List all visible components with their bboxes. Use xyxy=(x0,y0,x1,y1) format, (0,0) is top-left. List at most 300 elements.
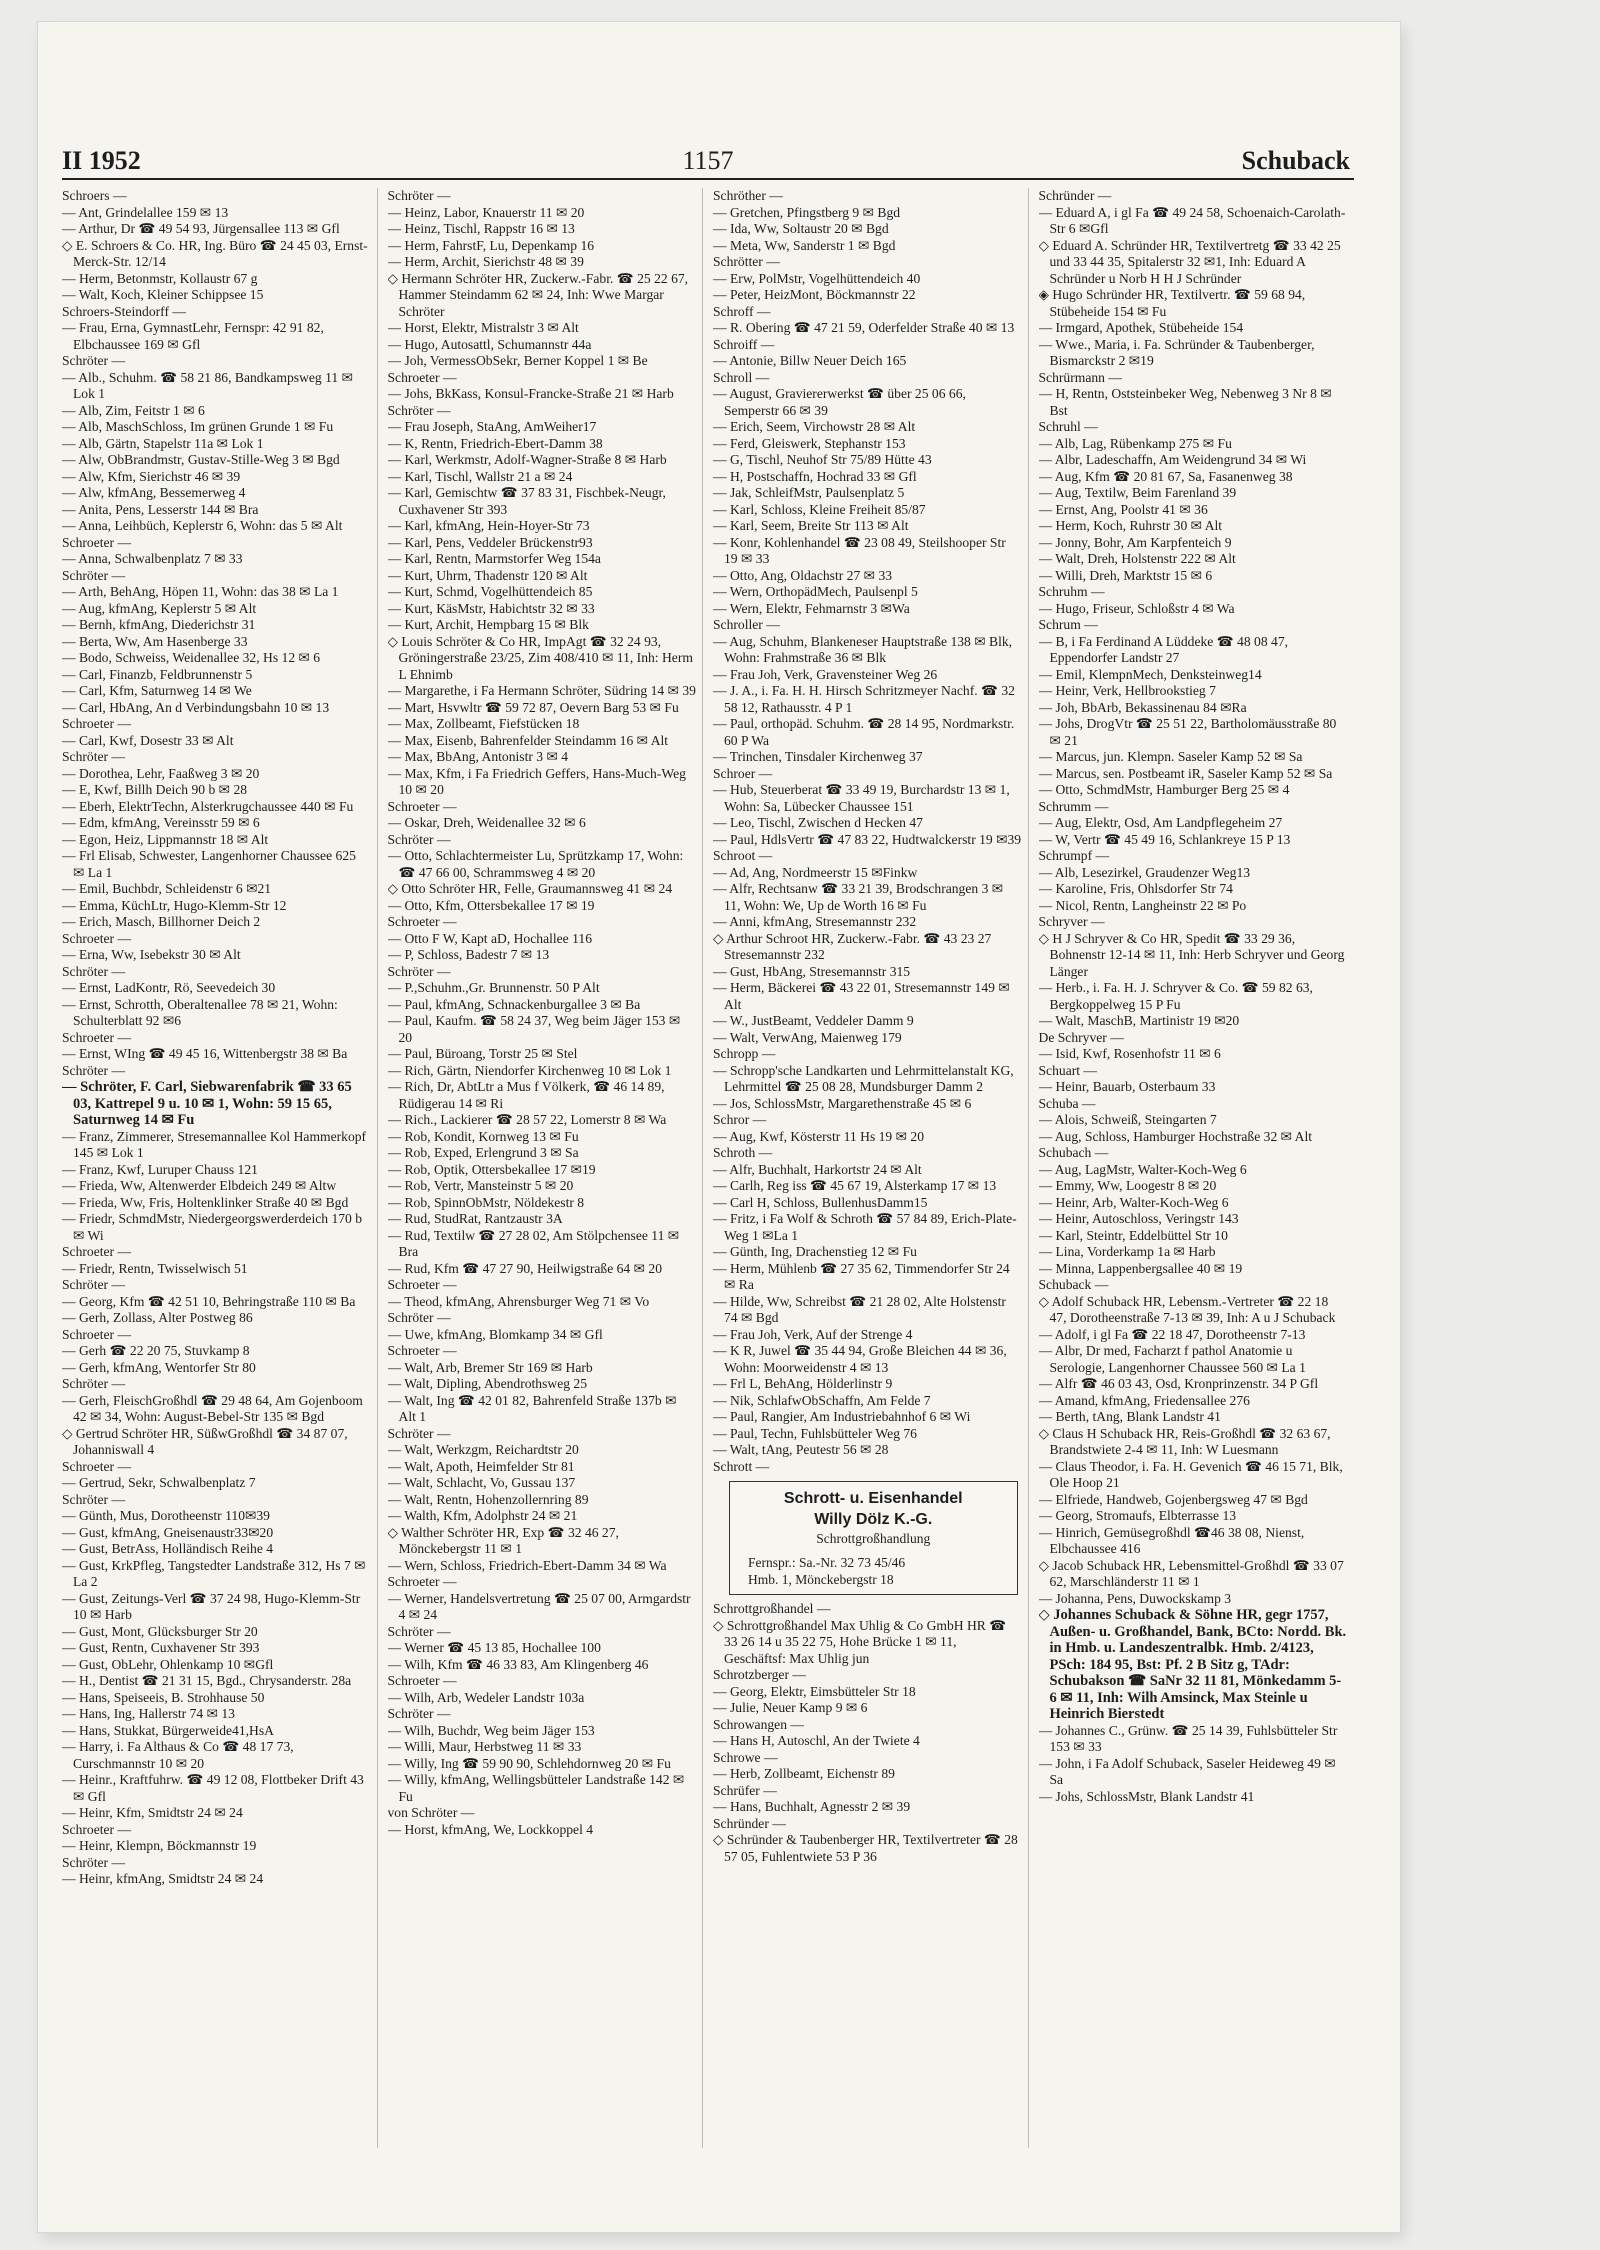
directory-entry: — Walt, Dreh, Holstenstr 222 ✉ Alt xyxy=(1038,551,1236,566)
ad-line-4: Fernspr.: Sa.-Nr. 32 73 45/46 xyxy=(748,1555,906,1570)
directory-entry: ◇ Otto Schröter HR, Felle, Graumannsweg 41 ✉ 24 xyxy=(387,881,673,896)
directory-entry: — Gerh ☎ 22 20 75, Stuvkamp 8 xyxy=(62,1343,250,1358)
directory-entry: — Eduard A, i gl Fa ☎ 49 24 58, Schoenaich-Carolath-Str 6 ✉Gfl xyxy=(1038,204,1346,236)
directory-entry: — Carl, HbAng, An d Verbindungsbahn 10 ✉ 13 xyxy=(62,699,330,715)
directory-entry: Schroeter — xyxy=(62,1029,132,1045)
directory-entry: — Antonie, Billw Neuer Deich 165 xyxy=(713,353,907,368)
directory-entry: — Gust, kfmAng, Gneisenaustr33✉20 xyxy=(62,1524,274,1540)
directory-entry: — E, Kwf, Billh Deich 90 b ✉ 28 xyxy=(62,782,248,797)
directory-entry: — Rob, Optik, Ottersbekallee 17 ✉19 xyxy=(387,1161,596,1177)
directory-entry: — R. Obering ☎ 47 21 59, Oderfelder Straße 40 ✉ 13 xyxy=(713,320,1015,335)
directory-entry: — Frau Joh, Verk, Gravensteiner Weg 26 xyxy=(713,666,938,682)
directory-entry: — Alois, Schweiß, Steingarten 7 xyxy=(1038,1112,1217,1127)
directory-entry: — H, Postschaffn, Hochrad 33 ✉ Gfl xyxy=(713,468,917,484)
directory-entry: — Paul, kfmAng, Schnackenburgallee 3 ✉ Ba xyxy=(387,996,641,1012)
directory-entry: — Alb, MaschSchloss, Im grünen Grunde 1 ✉ Fu xyxy=(62,419,334,434)
directory-entry: — Herm, Betonmstr, Kollaustr 67 g xyxy=(62,270,258,286)
directory-entry: Schruhl — xyxy=(1038,419,1098,434)
directory-entry: — Alfr ☎ 46 03 43, Osd, Kronprinzenstr. 34 P Gfl xyxy=(1038,1376,1319,1391)
directory-entry: Schröter — xyxy=(387,1425,451,1441)
directory-entry: — Joh, VermessObSekr, Berner Koppel 1 ✉ Be xyxy=(387,353,648,368)
directory-entry: — Julie, Neuer Kamp 9 ✉ 6 xyxy=(713,1700,868,1715)
directory-entry: — Rob, Vertr, Mansteinstr 5 ✉ 20 xyxy=(387,1178,574,1193)
directory-entry: — Carl H, Schloss, BullenhusDamm15 xyxy=(713,1194,928,1210)
directory-entry: — Rich., Lackierer ☎ 28 57 22, Lomerstr 8 ✉ Wa xyxy=(387,1112,667,1127)
directory-entry: — Willi, Maur, Herbstweg 11 ✉ 33 xyxy=(387,1739,582,1754)
directory-entry: — Bernh, kfmAng, Diederichstr 31 xyxy=(62,617,256,632)
directory-entry: — Albr, Dr med, Facharzt f pathol Anatomie u Serologie, Langenhorner Chaussee 560 ✉ La 1 xyxy=(1038,1343,1306,1375)
directory-entry: — Eberh, ElektrTechn, Alsterkrugchaussee 440 ✉ Fu xyxy=(62,798,354,814)
directory-entry: Schröter — xyxy=(62,567,126,583)
directory-entry: Schröter — xyxy=(62,353,126,368)
directory-entry: Schrum — xyxy=(1038,617,1098,632)
directory-entry: — Carl, Kwf, Dosestr 33 ✉ Alt xyxy=(62,732,234,748)
page-header xyxy=(62,126,1354,180)
directory-entry: — Johs, BkKass, Konsul-Francke-Straße 21 ✉ Harb xyxy=(387,386,674,401)
directory-entry: — Gust, KrkPfleg, Tangstedter Landstraße 312, Hs 7 ✉ La 2 xyxy=(62,1557,366,1589)
directory-entry: Schroller — xyxy=(713,617,780,632)
directory-entry: Schroeter — xyxy=(387,369,457,385)
page-number: 1157 xyxy=(682,146,734,175)
directory-entry: — Jonny, Bohr, Am Karpfenteich 9 xyxy=(1038,534,1232,550)
directory-entry: Schroer — xyxy=(713,765,773,781)
directory-entry: — Erich, Seem, Virchowstr 28 ✉ Alt xyxy=(713,419,916,434)
directory-entry: — Joh, BbArb, Bekassinenau 84 ✉Ra xyxy=(1038,699,1247,715)
directory-entry: Schuart — xyxy=(1038,1062,1098,1078)
directory-entry: — Alb, Lag, Rübenkamp 275 ✉ Fu xyxy=(1038,435,1232,451)
directory-entry: — Aug, LagMstr, Walter-Koch-Weg 6 xyxy=(1038,1161,1247,1177)
directory-entry: — Willi, Dreh, Marktstr 15 ✉ 6 xyxy=(1038,567,1213,583)
directory-entry: Schröter — xyxy=(387,831,451,847)
directory-entry: — Karoline, Fris, Ohlsdorfer Str 74 xyxy=(1038,881,1233,896)
directory-entry: Schroers — xyxy=(62,188,127,203)
directory-entry: — Ernst, Ang, Poolstr 41 ✉ 36 xyxy=(1038,501,1208,517)
directory-entry: — Leo, Tischl, Zwischen d Hecken 47 xyxy=(713,815,923,830)
directory-entry: — Aug, Schloss, Hamburger Hochstraße 32 ✉ Alt xyxy=(1038,1128,1313,1144)
directory-entry: — Heinr, Verk, Hellbrookstieg 7 xyxy=(1038,683,1216,698)
directory-entry: — Gerh, kfmAng, Wentorfer Str 80 xyxy=(62,1359,256,1375)
directory-entry: Schründer — xyxy=(713,1815,786,1831)
directory-entry: Schröter — xyxy=(387,188,451,203)
directory-entry: — Walt, Arb, Bremer Str 169 ✉ Harb xyxy=(387,1359,593,1375)
directory-entry: — Anni, kfmAng, Stresemannstr 232 xyxy=(713,914,917,929)
directory-entry: — Paul, orthopäd. Schuhm. ☎ 28 14 95, Nordmarkstr. 60 P Wa xyxy=(713,716,1015,748)
directory-entry: — Aug, kfmAng, Keplerstr 5 ✉ Alt xyxy=(62,600,257,616)
directory-entry: Schrotzberger — xyxy=(713,1667,806,1682)
directory-entry: — Arth, BehAng, Höpen 11, Wohn: das 38 ✉ La 1 xyxy=(62,584,339,599)
directory-entry: — Heinr, Autoschloss, Veringstr 143 xyxy=(1038,1211,1239,1226)
directory-entry: — Werner, Handelsvertretung ☎ 25 07 00, Armgardstr 4 ✉ 24 xyxy=(387,1590,691,1622)
directory-entry: — Walt, tAng, Peutestr 56 ✉ 28 xyxy=(713,1442,889,1457)
directory-entry: — Konr, Kohlenhandel ☎ 23 08 49, Steilshooper Str 19 ✉ 33 xyxy=(713,534,1006,566)
column-4 xyxy=(1039,188,1355,2148)
directory-entry: ◇ Walther Schröter HR, Exp ☎ 32 46 27, Mönckebergstr 11 ✉ 1 xyxy=(387,1524,619,1556)
directory-columns xyxy=(62,188,1354,2148)
directory-entry: Schroeter — xyxy=(62,930,132,946)
directory-entry: — Franz, Kwf, Luruper Chauss 121 xyxy=(62,1161,258,1177)
directory-entry: — Herb., i. Fa. H. J. Schryver & Co. ☎ 59 82 63, Bergkoppelweg 15 P Fu xyxy=(1038,980,1313,1012)
directory-entry: — Friedr, SchmdMstr, Niedergeorgswerderdeich 170 b ✉ Wi xyxy=(62,1211,363,1243)
directory-entry: — Schropp'sche Landkarten und Lehrmittelanstalt KG, Lehrmittel ☎ 25 08 28, Mundsburger Damm 2 xyxy=(713,1062,1014,1094)
directory-entry: Schroeter — xyxy=(387,914,457,929)
directory-entry: — H., Dentist ☎ 21 31 15, Bgd., Chrysanderstr. 28a xyxy=(62,1673,352,1688)
directory-entry: — Adolf, i gl Fa ☎ 22 18 47, Dorotheenstr 7-13 xyxy=(1038,1326,1306,1342)
column-3-lower xyxy=(713,1601,1022,1865)
directory-entry: — Margarethe, i Fa Hermann Schröter, Südring 14 ✉ 39 xyxy=(387,683,696,698)
directory-entry: Schroff — xyxy=(713,303,771,319)
section-year: II 1952 xyxy=(62,146,141,175)
directory-entry: Schroeter — xyxy=(62,1244,132,1259)
directory-entry: — Lina, Vorderkamp 1a ✉ Harb xyxy=(1038,1244,1216,1259)
directory-entry: — Gust, Rentn, Cuxhavener Str 393 xyxy=(62,1640,260,1655)
directory-entry: — Herm, Koch, Ruhrstr 30 ✉ Alt xyxy=(1038,518,1223,533)
directory-entry: — Fritz, i Fa Wolf & Schroth ☎ 57 84 89, Erich-Plate-Weg 1 ✉La 1 xyxy=(713,1211,1017,1243)
directory-entry: Schrott — xyxy=(713,1458,770,1474)
directory-entry: — Gust, ObLehr, Ohlenkamp 10 ✉Gfl xyxy=(62,1656,274,1672)
directory-entry: ◇ E. Schroers & Co. HR, Ing. Büro ☎ 24 45 03, Ernst-Merck-Str. 12/14 xyxy=(62,237,368,269)
directory-entry: Schroll — xyxy=(713,369,770,385)
directory-entry: — Karl, Steintr, Eddelbüttel Str 10 xyxy=(1038,1227,1228,1243)
directory-entry: — Walt, VerwAng, Maienweg 179 xyxy=(713,1029,902,1045)
directory-entry: ◇ Adolf Schuback HR, Lebensm.-Vertreter ☎ 22 18 47, Dorotheenstraße 7-13 ✉ 39, Inh: A u J Schuback xyxy=(1038,1293,1336,1325)
directory-entry: — Friedr, Rentn, Twisselwisch 51 xyxy=(62,1260,248,1276)
directory-entry: — Gust, BetrAss, Holländisch Reihe 4 xyxy=(62,1541,274,1556)
directory-entry: — Herm, Bäckerei ☎ 43 22 01, Stresemannstr 149 ✉ Alt xyxy=(713,980,1010,1012)
directory-entry: — Ant, Grindelallee 159 ✉ 13 xyxy=(62,204,229,220)
directory-entry: — Frau Joseph, StaAng, AmWeiher17 xyxy=(387,419,597,434)
directory-entry: — Frau Joh, Verk, Auf der Strenge 4 xyxy=(713,1326,913,1342)
directory-entry: — Heinr., Kraftfuhrw. ☎ 49 12 08, Flottbeker Drift 43 ✉ Gfl xyxy=(62,1772,364,1804)
directory-entry: Schrottgroßhandel — xyxy=(713,1601,831,1616)
directory-entry: — Max, BbAng, Antonistr 3 ✉ 4 xyxy=(387,749,569,764)
directory-entry: — Alw, kfmAng, Bessemerweg 4 xyxy=(62,485,246,500)
directory-entry: Schror — xyxy=(713,1112,767,1127)
directory-entry: Schröter — xyxy=(387,402,451,418)
directory-entry: Schroth — xyxy=(713,1145,773,1160)
directory-entry: — K R, Juwel ☎ 35 44 94, Große Bleichen 44 ✉ 36, Wohn: Moorweidenstr 4 ✉ 13 xyxy=(713,1343,1007,1375)
directory-entry: De Schryver — xyxy=(1038,1029,1124,1045)
directory-entry: — Carl, Kfm, Saturnweg 14 ✉ We xyxy=(62,683,252,698)
directory-entry: — Anna, Schwalbenplatz 7 ✉ 33 xyxy=(62,551,243,566)
directory-entry: — Frl Elisab, Schwester, Langenhorner Chaussee 625 ✉ La 1 xyxy=(62,848,356,880)
directory-entry: — Kurt, Archit, Hempbarg 15 ✉ Blk xyxy=(387,617,589,632)
directory-entry: Schröter — xyxy=(62,1062,126,1078)
directory-entry: — Erich, Masch, Billhorner Deich 2 xyxy=(62,914,261,929)
directory-entry: Schröter — xyxy=(387,1310,451,1325)
directory-entry: — Edm, kfmAng, Vereinsstr 59 ✉ 6 xyxy=(62,815,260,830)
directory-entry: — Rob, SpinnObMstr, Nöldekestr 8 xyxy=(387,1194,585,1210)
directory-entry: — Karl, kfmAng, Hein-Hoyer-Str 73 xyxy=(387,518,590,533)
directory-entry: — Werner ☎ 45 13 85, Hochallee 100 xyxy=(387,1640,601,1655)
directory-entry: — Harry, i. Fa Althaus & Co ☎ 48 17 73, Curschmannstr 10 ✉ 20 xyxy=(62,1739,294,1771)
running-head-name: Schuback xyxy=(1241,146,1350,175)
directory-entry: — Hub, Steuerberat ☎ 33 49 19, Burchardstr 13 ✉ 1, Wohn: Sa, Lübecker Chaussee 151 xyxy=(713,782,1010,814)
directory-entry: — Karl, Pens, Veddeler Brückenstr93 xyxy=(387,534,593,550)
directory-entry: — H, Rentn, Oststeinbeker Weg, Nebenweg 3 Nr 8 ✉ Bst xyxy=(1038,386,1332,418)
directory-entry: — Frau, Erna, GymnastLehr, Fernspr: 42 91 82, Elbchaussee 169 ✉ Gfl xyxy=(62,320,324,352)
directory-entry: — Jos, SchlossMstr, Margarethenstraße 45 ✉ 6 xyxy=(713,1095,972,1111)
directory-entry: Schröter — xyxy=(62,963,126,979)
directory-entry: — Günth, Mus, Dorotheenstr 110✉39 xyxy=(62,1508,270,1523)
directory-entry: Schröter — xyxy=(62,1491,126,1507)
ad-line-1: Schrott- u. Eisenhandel xyxy=(783,1490,963,1507)
directory-entry: — Walt, Werkzgm, Reichardtstr 20 xyxy=(387,1442,579,1457)
ad-line-5: Hmb. 1, Mönckebergstr 18 xyxy=(748,1572,894,1587)
directory-entry: — Rob, Exped, Erlengrund 3 ✉ Sa xyxy=(387,1145,579,1160)
directory-entry: — Walt, Koch, Kleiner Schippsee 15 xyxy=(62,287,264,302)
directory-entry: Schroeter — xyxy=(387,1277,457,1292)
directory-entry: — Irmgard, Apothek, Stübeheide 154 xyxy=(1038,320,1244,335)
directory-entry: — Johannes C., Grünw. ☎ 25 14 39, Fuhlsbütteler Str 153 ✉ 33 xyxy=(1038,1722,1338,1754)
directory-entry: Schuba — xyxy=(1038,1095,1096,1111)
directory-entry: — Mart, Hsvwltr ☎ 59 72 87, Oevern Barg 53 ✉ Fu xyxy=(387,699,679,715)
directory-entry: Schrötter — xyxy=(713,254,780,269)
directory-entry: Schröter — xyxy=(62,749,126,764)
directory-entry: — Marcus, jun. Klempn. Saseler Kamp 52 ✉ Sa xyxy=(1038,749,1303,764)
directory-entry: ◇ Arthur Schroot HR, Zuckerw.-Fabr. ☎ 43 23 27 Stresemannstr 232 xyxy=(713,930,992,962)
directory-entry: Schröter — xyxy=(62,1854,126,1870)
directory-entry: ◈ Hugo Schründer HR, Textilvertr. ☎ 59 68 94, Stübeheide 154 ✉ Fu xyxy=(1038,287,1306,319)
directory-entry: — Amand, kfmAng, Friedensallee 276 xyxy=(1038,1392,1250,1408)
directory-entry: — Rich, Dr, AbtLtr a Mus f Völkerk, ☎ 46 14 89, Rüdigerau 14 ✉ Ri xyxy=(387,1079,665,1111)
directory-entry: Schroot — xyxy=(713,848,773,863)
directory-entry: — Max, Eisenb, Bahrenfelder Steindamm 16 ✉ Alt xyxy=(387,732,669,748)
column-3 xyxy=(713,188,1029,2148)
directory-entry: — Erw, PolMstr, Vogelhüttendeich 40 xyxy=(713,270,921,286)
directory-entry: ◇ Claus H Schuback HR, Reis-Großhdl ☎ 32 63 67, Brandstwiete 2-4 ✉ 11, Inh: W Luesmann xyxy=(1038,1425,1331,1457)
directory-entry: — Alb, Gärtn, Stapelstr 11a ✉ Lok 1 xyxy=(62,435,264,451)
directory-entry: — Herb, Zollbeamt, Eichenstr 89 xyxy=(713,1766,895,1781)
directory-entry: — Karl, Gemischtw ☎ 37 83 31, Fischbek-Neugr, Cuxhavener Str 393 xyxy=(387,485,666,517)
directory-entry: Schröter — xyxy=(62,1277,126,1292)
directory-entry: — Kurt, KäsMstr, Habichtstr 32 ✉ 33 xyxy=(387,600,595,616)
directory-entry: — Heinz, Labor, Knauerstr 11 ✉ 20 xyxy=(387,204,585,220)
ad-line-3: Schrottgroßhandlung xyxy=(816,1531,931,1546)
directory-entry: — Meta, Ww, Sanderstr 1 ✉ Bgd xyxy=(713,237,896,253)
directory-entry: — Dorothea, Lehr, Faaßweg 3 ✉ 20 xyxy=(62,765,260,781)
directory-entry: — Walt, MaschB, Martinistr 19 ✉20 xyxy=(1038,1013,1240,1028)
directory-entry: Schrowe — xyxy=(713,1749,778,1765)
directory-entry: ◇ Hermann Schröter HR, Zuckerw.-Fabr. ☎ 25 22 67, Hammer Steindamm 62 ✉ 24, Inh: Wwe Margar Schröter xyxy=(387,270,689,319)
directory-entry: — Carl, Finanzb, Feldbrunnenstr 5 xyxy=(62,666,253,682)
directory-entry: — Heinr, Bauarb, Osterbaum 33 xyxy=(1038,1079,1216,1094)
directory-entry: — Oskar, Dreh, Weidenallee 32 ✉ 6 xyxy=(387,815,586,830)
directory-entry: — Gust, HbAng, Stresemannstr 315 xyxy=(713,963,911,979)
directory-entry: ◇ Louis Schröter & Co HR, ImpAgt ☎ 32 24 93, Gröningerstraße 23/25, Zim 408/410 ✉ 11, Inh: Herm L Ehnimb xyxy=(387,633,693,682)
directory-entry: — G, Tischl, Neuhof Str 75/89 Hütte 43 xyxy=(713,452,932,467)
directory-entry: — Heinr, Kfm, Smidtstr 24 ✉ 24 xyxy=(62,1805,243,1820)
directory-entry: — Berta, Ww, Am Hasenberge 33 xyxy=(62,633,248,649)
directory-entry: Schröter — xyxy=(62,1376,126,1391)
directory-entry: Schrumm — xyxy=(1038,798,1109,814)
directory-entry: — B, i Fa Ferdinand A Lüddeke ☎ 48 08 47, Eppendorfer Landstr 27 xyxy=(1038,633,1289,665)
directory-entry: — Wern, Schloss, Friedrich-Ebert-Damm 34 ✉ Wa xyxy=(387,1557,667,1573)
directory-entry: — Rud, Kfm ☎ 47 27 90, Heilwigstraße 64 ✉ 20 xyxy=(387,1260,662,1276)
directory-entry: — Theod, kfmAng, Ahrensburger Weg 71 ✉ Vo xyxy=(387,1293,650,1309)
directory-entry: — Bodo, Schweiss, Weidenallee 32, Hs 12 ✉ 6 xyxy=(62,650,321,665)
directory-entry: — Frl L, BehAng, Hölderlinstr 9 xyxy=(713,1376,893,1391)
directory-entry: — Gretchen, Pfingstberg 9 ✉ Bgd xyxy=(713,204,901,220)
directory-entry: — Rob, Kondit, Kornweg 13 ✉ Fu xyxy=(387,1128,579,1144)
directory-entry: Schroeter — xyxy=(62,716,132,731)
directory-entry: — Paul, Kaufm. ☎ 58 24 37, Weg beim Jäger 153 ✉ 20 xyxy=(387,1013,681,1045)
directory-entry: — Otto, Ang, Oldachstr 27 ✉ 33 xyxy=(713,567,893,583)
directory-entry: — Kurt, Schmd, Vogelhüttendeich 85 xyxy=(387,584,593,599)
directory-entry: — Ad, Ang, Nordmeerstr 15 ✉Finkw xyxy=(713,864,918,880)
directory-entry: ◇ H J Schryver & Co HR, Spedit ☎ 33 29 36, Bohnenstr 12-14 ✉ 11, Inh: Herb Schryver und Georg Länger xyxy=(1038,930,1345,979)
directory-entry: ◇ Johannes Schuback & Söhne HR, gegr 1757, Außen- u. Großhandel, Bank, BCto: Nordd. Bk. in Hmb. u. Landeszentralbk. Hmb. 2/4123, PSch: 184 95, Bst: Pf. 2 B Sitz g, TAdr: Schubakson ☎ SaNr 32 11 81, Mönkedamm 5-6 ✉ 11, Inh: Wilh Amsinck, Max Steinle u Heinrich Bierstedt xyxy=(1038,1607,1347,1722)
directory-entry: — Aug, Kfm ☎ 20 81 67, Sa, Fasanenweg 38 xyxy=(1038,468,1293,484)
directory-entry: — Gerh, FleischGroßhdl ☎ 29 48 64, Am Gojenboom 42 ✉ 34, Wohn: August-Bebel-Str 135 ✉ Bgd xyxy=(62,1392,363,1424)
directory-entry: — Franz, Zimmerer, Stresemannallee Kol Hammerkopf 145 ✉ Lok 1 xyxy=(62,1128,367,1160)
directory-entry: — Otto F W, Kapt aD, Hochallee 116 xyxy=(387,930,593,946)
directory-entry: Schroeter — xyxy=(62,1458,132,1474)
directory-entry: Schrüfer — xyxy=(713,1782,777,1798)
directory-entry: — Willy, Ing ☎ 59 90 90, Schlehdornweg 20 ✉ Fu xyxy=(387,1755,671,1771)
directory-entry: — Walt, Apoth, Heimfelder Str 81 xyxy=(387,1458,575,1474)
directory-entry: — Karl, Rentn, Marmstorfer Weg 154a xyxy=(387,551,601,566)
column-2 xyxy=(388,188,704,2148)
directory-entry: — Hans H, Autoschl, An der Twiete 4 xyxy=(713,1733,920,1748)
directory-entry: — Georg, Stromaufs, Elbterrasse 13 xyxy=(1038,1508,1237,1523)
directory-entry: Schryver — xyxy=(1038,914,1105,929)
directory-entry: — Paul, Rangier, Am Industriebahnhof 6 ✉ Wi xyxy=(713,1409,971,1424)
ad-line-2: Willy Dölz K.-G. xyxy=(814,1511,933,1528)
directory-entry: — Herm, Archit, Sierichstr 48 ✉ 39 xyxy=(387,254,584,269)
directory-entry: — Alfr, Buchhalt, Harkortstr 24 ✉ Alt xyxy=(713,1161,922,1177)
directory-entry: — Wern, OrthopädMech, Paulsenpl 5 xyxy=(713,584,918,599)
directory-entry: — Emil, Buchbdr, Schleidenstr 6 ✉21 xyxy=(62,881,272,896)
directory-entry: Schuback — xyxy=(1038,1277,1109,1292)
directory-entry: — Georg, Kfm ☎ 42 51 10, Behringstraße 110 ✉ Ba xyxy=(62,1293,356,1309)
directory-entry: — Karl, Schloss, Kleine Freiheit 85/87 xyxy=(713,501,926,517)
directory-entry: — Erna, Ww, Isebekstr 30 ✉ Alt xyxy=(62,947,241,962)
directory-entry: — Ida, Ww, Soltaustr 20 ✉ Bgd xyxy=(713,221,889,236)
directory-entry: — Heinz, Tischl, Rappstr 16 ✉ 13 xyxy=(387,221,575,236)
directory-entry: — Willy, kfmAng, Wellingsbütteler Landstraße 142 ✉ Fu xyxy=(387,1772,685,1804)
directory-entry: — Heinr, Klempn, Böckmannstr 19 xyxy=(62,1838,257,1853)
directory-entry: — August, Graviererwerkst ☎ über 25 06 66, Semperstr 66 ✉ 39 xyxy=(713,386,966,418)
directory-entry: — Gertrud, Sekr, Schwalbenplatz 7 xyxy=(62,1475,256,1490)
directory-entry: — Günth, Ing, Drachenstieg 12 ✉ Fu xyxy=(713,1244,917,1259)
directory-entry: — P, Schloss, Badestr 7 ✉ 13 xyxy=(387,947,550,962)
directory-entry: — Ferd, Gleiswerk, Stephanstr 153 xyxy=(713,435,906,451)
directory-entry: — Heinr, Arb, Walter-Koch-Weg 6 xyxy=(1038,1194,1229,1210)
directory-entry: — Alw, ObBrandmstr, Gustav-Stille-Weg 3 ✉ Bgd xyxy=(62,452,340,467)
directory-entry: Schröter — xyxy=(387,963,451,979)
directory-entry: Schropp — xyxy=(713,1046,776,1061)
directory-entry: — Paul, HdlsVertr ☎ 47 83 22, Hudtwalckerstr 19 ✉39 xyxy=(713,831,1022,847)
directory-entry: — Paul, Büroang, Torstr 25 ✉ Stel xyxy=(387,1046,578,1061)
directory-entry: — Wwe., Maria, i. Fa. Schründer & Taubenberger, Bismarckstr 2 ✉19 xyxy=(1038,336,1315,368)
directory-entry: ◇ Schrottgroßhandel Max Uhlig & Co GmbH HR ☎ 33 26 14 u 35 22 75, Hohe Brücke 1 ✉ 11, Geschäftsf: Max Uhlig jun xyxy=(713,1617,1007,1666)
directory-entry: — P.,Schuhm.,Gr. Brunnenstr. 50 P Alt xyxy=(387,980,600,995)
directory-entry: Schrowangen — xyxy=(713,1716,804,1732)
directory-entry: — Otto, Schlachtermeister Lu, Sprützkamp 17, Wohn: ☎ 47 66 00, Schrammsweg 4 ✉ 20 xyxy=(387,848,684,880)
directory-entry: — Otto, SchmdMstr, Hamburger Berg 25 ✉ 4 xyxy=(1038,782,1290,797)
directory-entry: — Alw, Kfm, Sierichstr 46 ✉ 39 xyxy=(62,468,241,484)
directory-entry: — Kurt, Uhrm, Thadenstr 120 ✉ Alt xyxy=(387,567,588,583)
directory-entry: Schroeter — xyxy=(62,1821,132,1837)
directory-entry: — Walt, Schlacht, Vo, Gussau 137 xyxy=(387,1475,576,1490)
directory-entry: — John, i Fa Adolf Schuback, Saseler Heideweg 49 ✉ Sa xyxy=(1038,1755,1336,1787)
directory-entry: — Rich, Gärtn, Niendorfer Kirchenweg 10 ✉ Lok 1 xyxy=(387,1062,672,1078)
advertisement-box xyxy=(729,1481,1018,1595)
directory-entry: — W, Vertr ☎ 45 49 16, Schlankreye 15 P 13 xyxy=(1038,831,1291,847)
directory-page xyxy=(38,22,1400,2232)
directory-entry: — Nicol, Rentn, Langheinstr 22 ✉ Po xyxy=(1038,897,1247,913)
directory-entry: — Elfriede, Handweb, Gojenbergsweg 47 ✉ Bgd xyxy=(1038,1491,1308,1507)
directory-entry: — Peter, HeizMont, Böckmannstr 22 xyxy=(713,287,916,302)
directory-entry: — Wilh, Buchdr, Weg beim Jäger 153 xyxy=(387,1722,595,1738)
directory-entry: von Schröter — xyxy=(387,1805,475,1820)
directory-entry: — Max, Zollbeamt, Fiefstücken 18 xyxy=(387,716,580,731)
directory-entry: — Anna, Leihbüch, Keplerstr 6, Wohn: das 5 ✉ Alt xyxy=(62,518,343,533)
directory-entry: — Claus Theodor, i. Fa. H. Gevenich ☎ 46 15 71, Blk, Ole Hoop 21 xyxy=(1038,1458,1343,1490)
directory-entry: — Johs, SchlossMstr, Blank Landstr 41 xyxy=(1038,1788,1255,1804)
directory-entry: ◇ Schründer & Taubenberger HR, Textilvertreter ☎ 28 57 05, Fuhlentwiete 53 P 36 xyxy=(713,1832,1018,1864)
directory-entry: — Walt, Dipling, Abendrothsweg 25 xyxy=(387,1376,588,1391)
directory-entry: Schruhm — xyxy=(1038,584,1105,599)
directory-entry: — Wilh, Arb, Wedeler Landstr 103a xyxy=(387,1689,585,1705)
directory-entry: — Ernst, LadKontr, Rö, Seevedeich 30 xyxy=(62,980,276,995)
directory-entry: — Carlh, Reg iss ☎ 45 67 19, Alsterkamp 17 ✉ 13 xyxy=(713,1178,997,1193)
directory-entry: — Aug, Elektr, Osd, Am Landpflegeheim 27 xyxy=(1038,815,1283,830)
directory-entry: — Paul, Techn, Fuhlsbütteler Weg 76 xyxy=(713,1425,917,1441)
directory-entry: — Hugo, Autosattl, Schumannstr 44a xyxy=(387,336,592,352)
directory-entry: — Emma, KüchLtr, Hugo-Klemm-Str 12 xyxy=(62,897,287,913)
directory-entry: Schroeter — xyxy=(387,798,457,814)
directory-entry: — Egon, Heiz, Lippmannstr 18 ✉ Alt xyxy=(62,831,269,847)
directory-entry: Schröter — xyxy=(387,1623,451,1639)
directory-entry: — W., JustBeamt, Veddeler Damm 9 xyxy=(713,1013,914,1028)
directory-entry: Schroeter — xyxy=(387,1343,457,1358)
directory-entry: — Herm, FahrstF, Lu, Depenkamp 16 xyxy=(387,237,595,253)
directory-entry: — Hilde, Ww, Schreibst ☎ 21 28 02, Alte Holstenstr 74 ✉ Bgd xyxy=(713,1293,1006,1325)
directory-entry: — Uwe, kfmAng, Blomkamp 34 ✉ Gfl xyxy=(387,1326,603,1342)
directory-entry: — Arthur, Dr ☎ 49 54 93, Jürgensallee 113 ✉ Gfl xyxy=(62,221,340,236)
directory-entry: — Hugo, Friseur, Schloßstr 4 ✉ Wa xyxy=(1038,600,1235,616)
directory-entry: Schroeter — xyxy=(387,1673,457,1688)
directory-entry: — Alb, Zim, Feitstr 1 ✉ 6 xyxy=(62,402,205,418)
directory-entry: — Isid, Kwf, Rosenhofstr 11 ✉ 6 xyxy=(1038,1046,1221,1061)
directory-entry: — Walt, Rentn, Hohenzollernring 89 xyxy=(387,1491,589,1507)
directory-entry: — K, Rentn, Friedrich-Ebert-Damm 38 xyxy=(387,435,603,451)
directory-entry: Schroeter — xyxy=(62,1326,132,1342)
directory-entry: — Rud, Textilw ☎ 27 28 02, Am Stölpchensee 11 ✉ Bra xyxy=(387,1227,680,1259)
directory-entry: — Hans, Ing, Hallerstr 74 ✉ 13 xyxy=(62,1706,235,1721)
directory-entry: — Rud, StudRat, Rantzaustr 3A xyxy=(387,1211,563,1226)
directory-entry: Schroeter — xyxy=(387,1574,457,1589)
directory-entry: — Minna, Lappenbergsallee 40 ✉ 19 xyxy=(1038,1260,1243,1276)
directory-entry: — Schröter, F. Carl, Siebwarenfabrik ☎ 33 65 03, Kattrepel 9 u. 10 ✉ 1, Wohn: 59 15 65, Saturnweg 14 ✉ Fu xyxy=(62,1079,352,1128)
directory-entry: — Emmy, Ww, Loogestr 8 ✉ 20 xyxy=(1038,1178,1217,1193)
directory-entry: — Johanna, Pens, Duwockskamp 3 xyxy=(1038,1590,1232,1606)
directory-entry: — Karl, Tischl, Wallstr 21 a ✉ 24 xyxy=(387,468,573,484)
directory-entry: Schroiff — xyxy=(713,336,775,352)
directory-entry: — Otto, Kfm, Ottersbekallee 17 ✉ 19 xyxy=(387,897,595,913)
directory-entry: — Berth, tAng, Blank Landstr 41 xyxy=(1038,1409,1221,1424)
directory-entry: — Max, Kfm, i Fa Friedrich Geffers, Hans-Much-Weg 10 ✉ 20 xyxy=(387,765,686,797)
directory-entry: — Aug, Schuhm, Blankeneser Hauptstraße 138 ✉ Blk, Wohn: Frahmstraße 36 ✉ Blk xyxy=(713,633,1013,665)
directory-entry: Schröter — xyxy=(387,1706,451,1721)
directory-entry: — Herm, Mühlenb ☎ 27 35 62, Timmendorfer Str 24 ✉ Ra xyxy=(713,1260,1010,1292)
directory-entry: — Frieda, Ww, Altenwerder Elbdeich 249 ✉ Altw xyxy=(62,1178,337,1193)
directory-entry: Schroers-Steindorff — xyxy=(62,303,186,319)
directory-entry: — Jak, SchleifMstr, Paulsenplatz 5 xyxy=(713,485,905,500)
directory-entry: — Wilh, Kfm ☎ 46 33 83, Am Klingenberg 46 xyxy=(387,1656,649,1672)
directory-entry: ◇ Gertrud Schröter HR, SüßwGroßhdl ☎ 34 87 07, Johanniswall 4 xyxy=(62,1425,348,1457)
